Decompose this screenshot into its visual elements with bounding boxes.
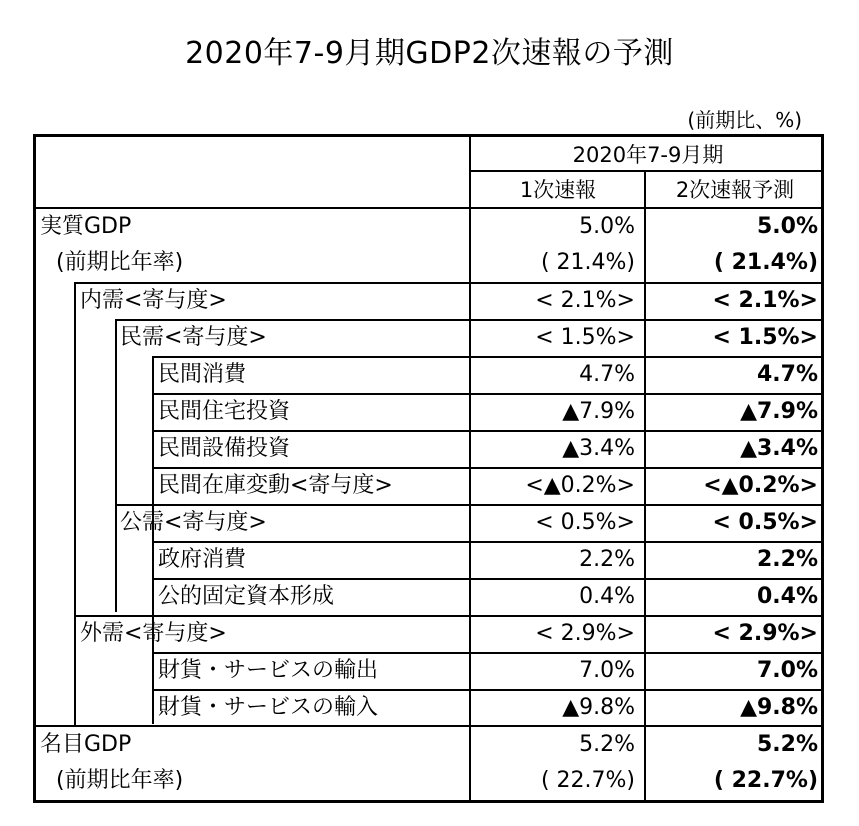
row-label: (前期比年率) — [56, 250, 184, 275]
row-label: 民間在庫変動<寄与度> — [158, 473, 393, 498]
value-second-forecast: < 1.5%> — [712, 325, 818, 350]
value-second-forecast: 5.0% — [756, 214, 818, 239]
value-first-estimate: ▲7.9% — [562, 399, 635, 424]
value-second-forecast: 4.7% — [756, 362, 818, 387]
value-first-estimate: ▲9.8% — [562, 695, 635, 720]
value-second-forecast: < 2.9%> — [712, 621, 818, 646]
header-bottom-line — [36, 207, 824, 209]
row-label: 名目GDP — [40, 732, 132, 757]
row-label: 民間設備投資 — [158, 436, 291, 461]
value-first-estimate: <▲0.2%> — [525, 473, 635, 498]
row-label: 政府消費 — [158, 547, 247, 572]
page-title: 2020年7-9月期GDP2次速報の予測 — [185, 36, 674, 71]
value-first-estimate: 5.2% — [579, 732, 635, 757]
header-period: 2020年7-9月期 — [572, 143, 724, 167]
row-label: 公需<寄与度> — [120, 510, 267, 535]
value-first-estimate: < 2.1%> — [535, 288, 635, 313]
value-second-forecast: 7.0% — [756, 658, 818, 683]
indent-line-2 — [115, 319, 117, 612]
value-second-forecast: ▲3.4% — [740, 436, 818, 461]
value-second-forecast: < 2.1%> — [712, 288, 818, 313]
value-second-forecast: ( 21.4%) — [713, 250, 818, 275]
value-first-estimate: < 1.5%> — [535, 325, 635, 350]
value-first-estimate: 0.4% — [579, 584, 635, 609]
value-first-estimate: 5.0% — [579, 214, 635, 239]
value-second-forecast: ( 22.7%) — [713, 768, 818, 793]
value-first-estimate: < 2.9%> — [535, 621, 635, 646]
indent-line-1 — [74, 282, 76, 726]
value-first-estimate: 7.0% — [579, 658, 635, 683]
row-label: 民間住宅投資 — [158, 399, 291, 424]
value-first-estimate: < 0.5%> — [535, 510, 635, 535]
value-second-forecast: ▲7.9% — [740, 399, 818, 424]
value-first-estimate: ( 21.4%) — [540, 250, 635, 275]
value-second-forecast: 5.2% — [756, 732, 818, 757]
row-label: 外需<寄与度> — [80, 621, 227, 646]
header-col-2: 2次速報予測 — [675, 178, 795, 202]
group-line-nominal — [36, 725, 824, 727]
value-first-estimate: ( 22.7%) — [540, 768, 635, 793]
value-second-forecast: 2.2% — [756, 547, 818, 572]
row-label: 内需<寄与度> — [80, 288, 227, 313]
value-second-forecast: 0.4% — [756, 584, 818, 609]
unit-note: (前期比、%) — [687, 108, 802, 132]
value-second-forecast: < 0.5%> — [712, 510, 818, 535]
row-label: (前期比年率) — [56, 768, 184, 793]
row-label: 民需<寄与度> — [120, 325, 267, 350]
value-first-estimate: 2.2% — [579, 547, 635, 572]
row-label: 実質GDP — [40, 214, 132, 239]
gdp-table — [33, 134, 824, 803]
header-col-1: 1次速報 — [519, 178, 597, 202]
row-label: 公的固定資本形成 — [158, 584, 335, 609]
indent-line-3 — [152, 356, 154, 724]
row-label: 財貨・サービスの輸出 — [158, 658, 379, 683]
value-second-forecast: ▲9.8% — [740, 695, 818, 720]
value-second-forecast: <▲0.2%> — [703, 473, 818, 498]
row-label: 民間消費 — [158, 362, 247, 387]
value-first-estimate: 4.7% — [579, 362, 635, 387]
value-first-estimate: ▲3.4% — [562, 436, 635, 461]
col-divider-1 — [469, 137, 471, 801]
row-label: 財貨・サービスの輸入 — [158, 695, 379, 720]
col-divider-2 — [644, 170, 646, 801]
